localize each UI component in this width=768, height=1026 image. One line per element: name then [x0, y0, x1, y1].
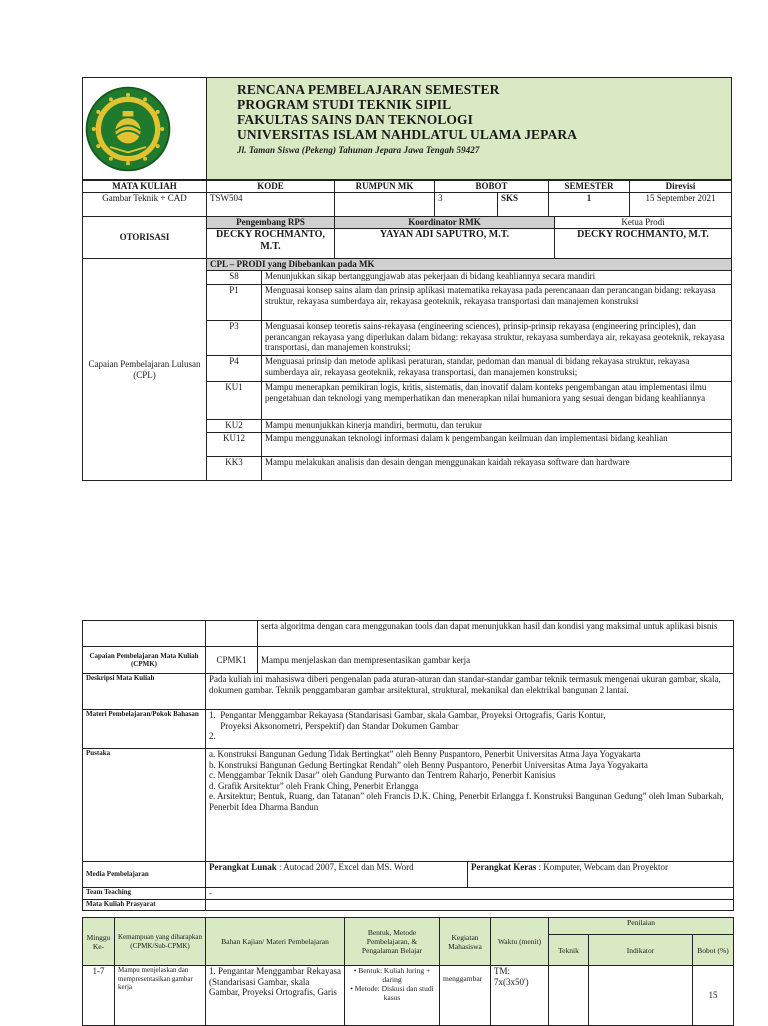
- cpl-text: Menguasai konsep sains alam dan prinsip aplikasi matematika rekayasa pada perencanaan dan perancangan bidang: rekayasa struktur, rekayasa sumberdaya air, rekayasa geoteknik, rekayasa transportasi dan manajemen konstruksi: [262, 285, 732, 321]
- row-bentuk-item: • Bentuk: Kuliah luring + daring: [353, 966, 431, 984]
- prasyarat-label: Mata Kuliah Prasyarat: [83, 900, 206, 911]
- cpl-text: Menguasai prinsip dan metode aplikasi peraturan, standar, pedoman dan manual di bidang rekayasa struktur, rekayasa sumberdaya air, rekayasa geoteknik, rekayasa transportasi, dan manajemen konstruksi;: [262, 356, 732, 382]
- deskripsi-text: Pada kuliah ini mahasiswa diberi pengenalan pada aturan-aturan dan standar-standar gambar teknik termasuk mengenai ukuran gambar, skala, dokumen gambar. Teknik penggambaran gambar arsitektural, struktural, mekanikal dan elektrikal bangunan 2 lantai.: [206, 674, 734, 710]
- continuation-text: serta algoritma dengan cara menggunakan tools dan dapat menunjukkan hasil dan kondisi yang maksimal untuk aplikasi bisnis: [258, 621, 734, 647]
- course-bobot: 3: [435, 193, 498, 217]
- row-bentuk-item: • Metode: Diskusi dan studi kasus: [350, 984, 434, 1002]
- cpl-label: Capaian Pembelajaran Lulusan (CPL): [83, 259, 207, 481]
- pustaka-item: c. Menggambar Teknik Dasar” oleh Gandung Purwanto dan Tentrem Raharjo, Penerbit Kanisius: [209, 770, 556, 780]
- cpmk-code: CPMK1: [206, 647, 258, 674]
- continuation-code: [206, 621, 258, 647]
- materi-line: 2.: [209, 731, 216, 741]
- otorisasi-label: OTORISASI: [83, 217, 207, 259]
- otorisasi-table: [82, 216, 732, 259]
- th-teknik: Teknik: [549, 935, 589, 966]
- ketua-header: Ketua Prodi: [555, 217, 732, 229]
- cpl-text: Menunjukkan sikap bertanggungjawab atas pekerjaan di bidang keahliannya secara mandiri: [262, 271, 732, 285]
- cpl-code: KK3: [207, 457, 262, 481]
- cpl-table: [82, 258, 732, 481]
- koordinator-header: Koordinator RMK: [335, 217, 555, 229]
- pustaka-list: [206, 749, 734, 862]
- cpl-section-title: CPL – PRODI yang Dibebankan pada MK: [207, 259, 732, 271]
- materi-content: [206, 710, 734, 749]
- col-mata-kuliah: MATA KULIAH: [83, 181, 207, 193]
- th-bentuk: Bentuk, Metode Pembelajaran, & Pengalaman Belajar: [345, 918, 440, 966]
- th-penilaian: Penilaian: [549, 918, 734, 935]
- cpl-code: P4: [207, 356, 262, 382]
- cpl-text: Mampu melakukan analisis dan desain dengan menggunakan kaidah rekayasa software dan hardware: [262, 457, 732, 481]
- cpmk-text: Mampu menjelaskan dan mempresentasikan gambar kerja: [258, 647, 734, 674]
- course-sks: SKS: [498, 193, 549, 217]
- continuation-label: [83, 621, 206, 647]
- header-line-2: PROGRAM STUDI TEKNIK SIPIL: [237, 97, 452, 112]
- row-bobot: 15: [693, 966, 734, 1026]
- course-revised: 15 September 2021: [630, 193, 732, 217]
- pustaka-item: b. Konstruksi Bangunan Gedung Bertingkat Rendah” oleh Benny Puspantoro, Penerbit Universitas Atma Jaya Yogyakarta: [209, 759, 648, 770]
- deskripsi-label: Deskripsi Mata Kuliah: [83, 674, 206, 710]
- col-bobot: BOBOT: [435, 181, 549, 193]
- cpl-text: Mampu menerapkan pemikiran logis, kritis, sistematis, dan inovatif dalam konteks pengembangan atau implementasi ilmu pengetahuan dan teknologi yang memperhatikan dan menerapkan nilai humaniora yang sesuai dengan bidang keahliannya: [262, 382, 732, 420]
- media-lunak-value: : Autocad 2007, Excel dan MS. Word: [279, 862, 414, 872]
- course-code: TSW504: [207, 193, 335, 217]
- cpl-text: Mampu menggunakan teknologi informasi dalam k pengembangan keilmuan dan implementasi bidang keahlian: [262, 433, 732, 457]
- cpl-code: KU1: [207, 382, 262, 420]
- media-keras-value: : Komputer, Webcam dan Proyektor: [538, 862, 668, 872]
- page2-info-table: [82, 620, 734, 674]
- th-bahan: Bahan Kajian/ Materi Pembelajaran: [206, 918, 345, 966]
- th-bobot: Bobot (%): [693, 935, 734, 966]
- materi-line: 1. Pengantar Menggambar Rekayasa (Standarisasi Gambar, skala Gambar, Proyeksi Ortografis, Garis Kontur,: [209, 710, 606, 720]
- cpmk-label: Capaian Pembelajaran Mata Kuliah (CPMK): [83, 647, 206, 674]
- col-rumpun: RUMPUN MK: [335, 181, 435, 193]
- media-label: Media Pembelajaran: [83, 862, 206, 888]
- cpl-code: P1: [207, 285, 262, 321]
- header-line-4: UNIVERSITAS ISLAM NAHDLATUL ULAMA JEPARA: [237, 127, 578, 142]
- materi-line: Proyeksi Aksonometri, Perspektif) dan Standar Dokumen Gambar: [209, 720, 459, 731]
- th-waktu: Waktu (menit): [491, 918, 549, 966]
- prasyarat-value: [206, 900, 734, 911]
- row-bentuk: [345, 966, 440, 1026]
- media-keras-label: Perangkat Keras: [471, 862, 537, 872]
- materi-label: Materi Pembelajaran/Pokok Bahasan: [83, 710, 206, 749]
- row-bahan: 1. Pengantar Menggambar Rekayasa (Standarisasi Gambar, skala Gambar, Proyeksi Ortografis, Garis: [206, 966, 345, 1026]
- pustaka-label: Pustaka: [83, 749, 206, 862]
- media-lunak-label: Perangkat Lunak: [209, 862, 277, 872]
- row-kegiatan: menggambar: [440, 966, 491, 1026]
- koordinator-name: YAYAN ADI SAPUTRO, M.T.: [335, 229, 555, 259]
- team-value: -: [206, 888, 734, 900]
- team-label: Team Teaching: [83, 888, 206, 900]
- course-rumpun: [335, 193, 435, 217]
- th-indikator: Indikator: [589, 935, 693, 966]
- row-minggu: 1-7: [83, 966, 115, 1026]
- cpl-text: Menguasai konsep teoretis sains-rekayasa (engineering sciences), prinsip-prinsip rekayasa (engineering principles), dan perancangan rekayasa yang diperlukan dalam bidang: rekayasa struktur, rekayasa sumberdaya air, rekayasa geoteknik, rekayasa transportasi, dan manajemen konstruksi;: [262, 321, 732, 356]
- cpl-text: Mampu menunjukkan kinerja mandiri, bermutu, dan terukur: [262, 420, 732, 433]
- university-seal-logo: [83, 84, 173, 174]
- rps-header: [82, 77, 732, 180]
- header-line-3: FAKULTAS SAINS DAN TEKNOLOGI: [237, 112, 473, 127]
- media-lunak: [206, 862, 468, 888]
- pustaka-item: a. Konstruksi Bangunan Gedung Tidak Bertingkat” oleh Benny Puspantoro, Penerbit Universitas Atma Jaya Yogyakarta: [209, 749, 641, 759]
- pengembang-header: Pengembang RPS: [207, 217, 335, 229]
- pustaka-item: d. Grafik Arsitektur” oleh Frank Ching, Penerbit Erlangga: [209, 780, 419, 791]
- col-kode: KODE: [207, 181, 335, 193]
- page2-details-table: [82, 673, 734, 911]
- cpl-code: KU2: [207, 420, 262, 433]
- col-direvisi: Direvisi: [630, 181, 732, 193]
- weekly-plan-table: [82, 917, 734, 1026]
- course-name: Gambar Teknik + CAD: [83, 193, 207, 217]
- th-kegiatan: Kegiatan Mahasiswa: [440, 918, 491, 966]
- course-info-table: [82, 180, 732, 217]
- ketua-name: DECKY ROCHMANTO, M.T.: [555, 229, 732, 259]
- th-kemampuan: Kemampuan yang diharapkan (CPMK/Sub-CPMK): [115, 918, 206, 966]
- pengembang-name: DECKY ROCHMANTO, M.T.: [207, 229, 335, 259]
- row-indikator: [589, 966, 693, 1026]
- cpl-code: P3: [207, 321, 262, 356]
- th-minggu: Minggu Ke-: [83, 918, 115, 966]
- col-semester: SEMESTER: [549, 181, 630, 193]
- row-waktu: TM: 7x(3x50'): [491, 966, 549, 1026]
- header-title-block: [207, 78, 732, 180]
- media-keras: [468, 862, 734, 888]
- header-line-1: RENCANA PEMBELAJARAN SEMESTER: [237, 82, 500, 97]
- row-teknik: [549, 966, 589, 1026]
- pustaka-item: e. Arsitektur; Bentuk, Ruang, dan Tatanan” oleh Francis D.K. Ching, Penerbit Erlangga f. Konstruksi Bangunan Gedung” oleh Iman Subarkah, Penerbit Idea Dharma Bandun: [209, 791, 724, 812]
- course-semester: 1: [549, 193, 630, 217]
- cpl-code: KU12: [207, 433, 262, 457]
- row-kemampuan: Mampu menjelaskan dan mempresentasikan gambar kerja: [115, 966, 206, 1026]
- cpl-code: S8: [207, 271, 262, 285]
- header-address: Jl. Taman Siswa (Pekeng) Tahunan Jepara Jawa Tengah 59427: [237, 145, 480, 155]
- logo-cell: [83, 78, 207, 180]
